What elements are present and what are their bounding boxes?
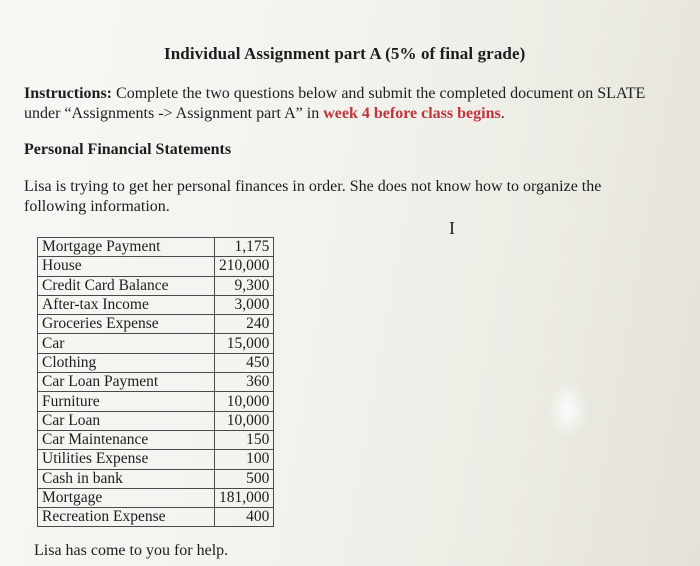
item-value: 450 xyxy=(215,353,274,372)
item-value: 10,000 xyxy=(215,392,274,411)
instructions-text: Complete the two questions below and submit the completed document on SLATE under “Assignments -> Assignment part A” in xyxy=(24,85,646,122)
item-value: 181,000 xyxy=(215,488,274,507)
table-row xyxy=(38,315,274,334)
table-row xyxy=(38,334,274,353)
table-row xyxy=(38,450,274,469)
intro-paragraph: Lisa is trying to get her personal finances in order. She does not know how to organize the following information. xyxy=(24,178,602,215)
item-label: Furniture xyxy=(38,392,215,411)
item-label: House xyxy=(38,257,215,276)
item-value: 1,175 xyxy=(215,238,274,257)
item-value: 360 xyxy=(215,373,274,392)
item-label: Credit Card Balance xyxy=(38,276,215,295)
item-label: Groceries Expense xyxy=(38,315,215,334)
item-value: 9,300 xyxy=(215,276,274,295)
section-title: Personal Financial Statements xyxy=(24,141,232,158)
instructions-paragraph xyxy=(24,84,664,124)
screen-glare xyxy=(548,380,588,440)
item-value: 100 xyxy=(215,450,274,469)
deadline-highlight: week 4 before class begins xyxy=(323,105,501,122)
item-label: Car Loan Payment xyxy=(38,373,215,392)
item-value: 500 xyxy=(215,469,274,488)
table-row xyxy=(38,469,274,488)
table-row xyxy=(38,353,274,372)
item-label: Mortgage xyxy=(38,488,215,507)
item-value: 240 xyxy=(215,315,274,334)
assignment-title: Individual Assignment part A (5% of final grade) xyxy=(164,44,526,63)
item-value: 15,000 xyxy=(215,334,274,353)
table-row xyxy=(38,430,274,449)
item-label: Car xyxy=(38,334,215,353)
item-label: Mortgage Payment xyxy=(38,238,215,257)
table-row xyxy=(38,373,274,392)
item-value: 10,000 xyxy=(215,411,274,430)
item-value: 3,000 xyxy=(215,295,274,314)
table-row xyxy=(38,276,274,295)
table-row xyxy=(38,488,274,507)
table-row xyxy=(38,508,274,527)
instructions-text-end: . xyxy=(500,105,505,122)
item-label: Cash in bank xyxy=(38,469,215,488)
table-row xyxy=(38,238,274,257)
item-label: Clothing xyxy=(38,353,215,372)
table-row xyxy=(38,295,274,314)
item-label: Car Maintenance xyxy=(38,430,215,449)
item-label: After-tax Income xyxy=(38,295,215,314)
item-label: Car Loan xyxy=(38,411,215,430)
item-label: Utilities Expense xyxy=(38,450,215,469)
instructions-label: Instructions: xyxy=(24,85,113,102)
item-value: 150 xyxy=(215,430,274,449)
table-row xyxy=(38,257,274,276)
closing-sentence: Lisa has come to you for help. xyxy=(34,542,229,559)
item-label: Recreation Expense xyxy=(38,508,215,527)
table-row xyxy=(38,411,274,430)
text-cursor-icon: I xyxy=(449,218,455,238)
item-value: 400 xyxy=(215,508,274,527)
financial-items-table xyxy=(37,237,274,527)
item-value: 210,000 xyxy=(215,257,274,276)
table-row xyxy=(38,392,274,411)
